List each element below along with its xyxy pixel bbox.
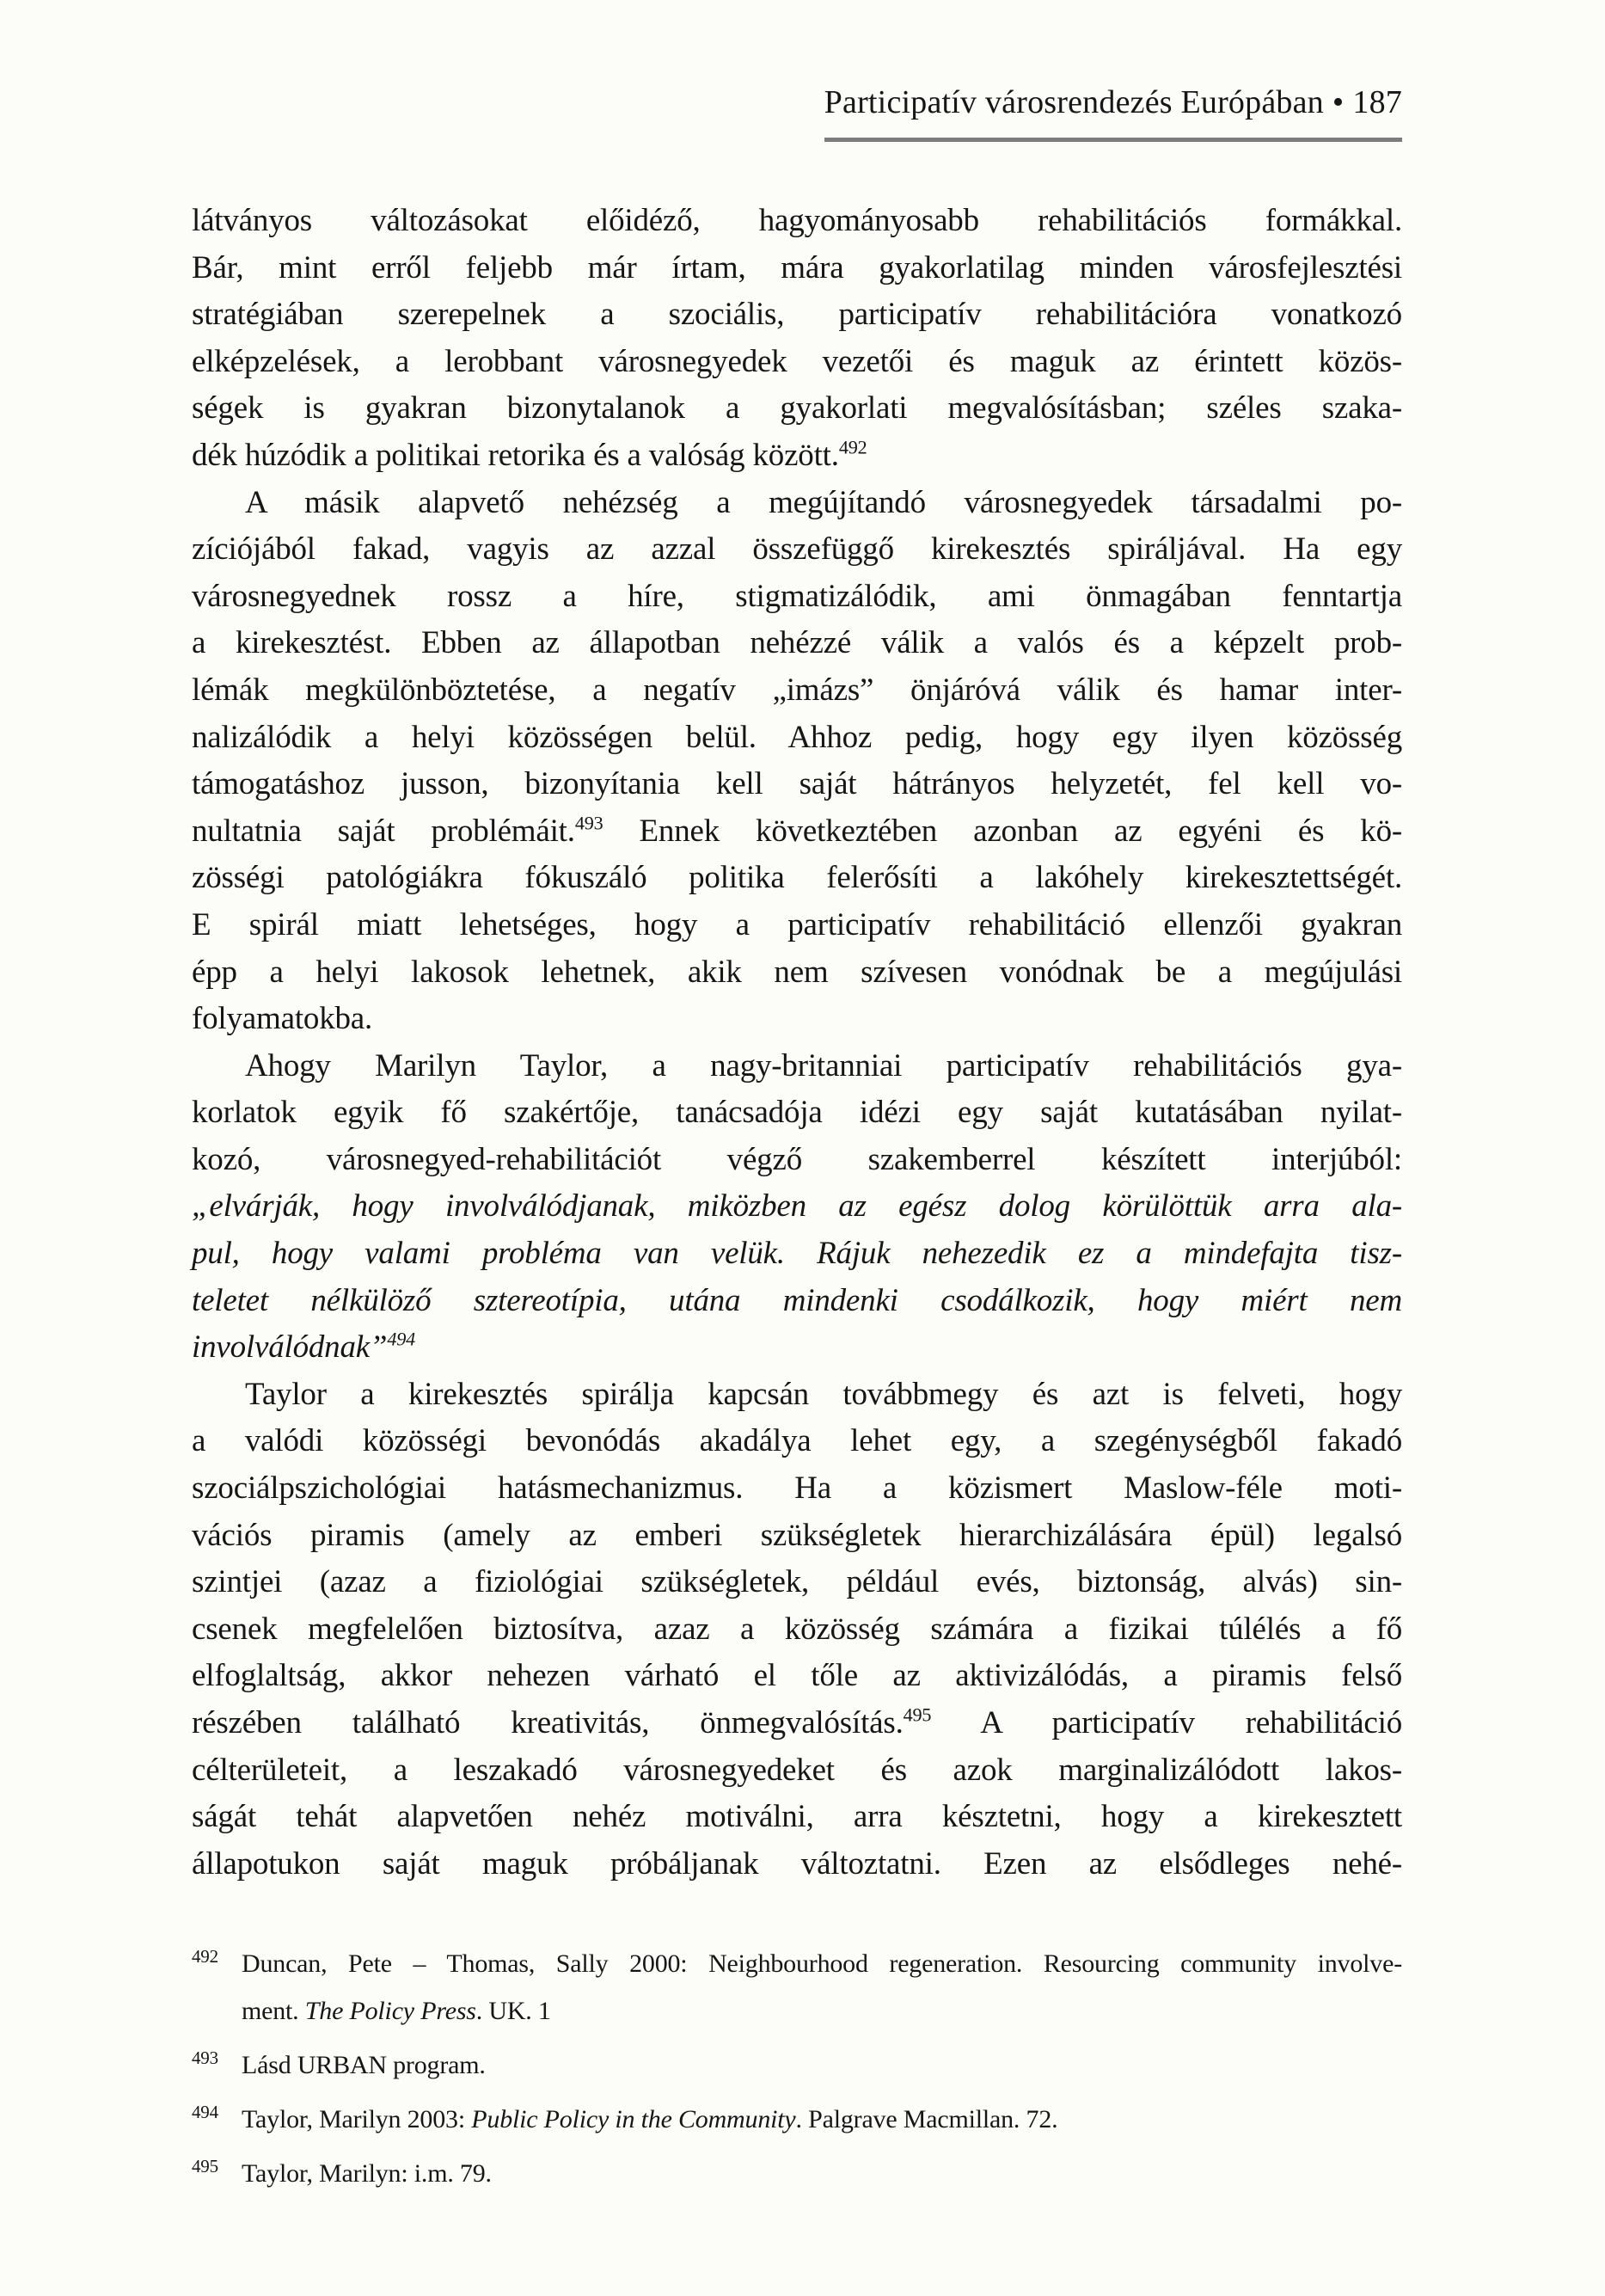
text-line xyxy=(192,574,1402,621)
body-text xyxy=(192,198,1402,1888)
footnote xyxy=(192,2089,1402,2143)
text-segment: stratégiában szerepelnek a szociális, participatív rehabilitációra vonatkozó xyxy=(192,297,1402,333)
text-line xyxy=(192,1137,1402,1184)
text-line xyxy=(192,433,1402,480)
text-segment: . UK. 1 xyxy=(475,1997,551,2025)
text-segment: ment. xyxy=(242,1997,305,2025)
footnote-marker: 493 xyxy=(192,2047,218,2068)
text-segment: ségek is gyakran bizonytalanok a gyakorlati megvalósításban; széles szaka- xyxy=(192,390,1402,427)
text-segment: nultatnia saját problémáit. xyxy=(192,813,575,849)
text-segment: Bár, mint erről feljebb már írtam, mára gyakorlatilag minden városfejlesztési xyxy=(192,249,1402,285)
footnote-reference: 492 xyxy=(838,436,867,458)
text-segment: Taylor, Marilyn 2003: xyxy=(242,2105,472,2133)
text-line xyxy=(192,620,1402,667)
text-segment: részében található kreativitás, önmegvalósítás. xyxy=(192,1705,904,1740)
text-line xyxy=(192,996,1402,1043)
text-segment: Duncan, Pete – Thomas, Sally 2000: Neighbourhood regeneration. Resourcing community involve- xyxy=(242,1949,1402,1978)
text-line xyxy=(192,480,1402,527)
text-line xyxy=(192,339,1402,386)
text-segment: zösségi patológiákra fókuszáló politika felerősíti a lakóhely kirekesztettségét. xyxy=(192,860,1402,896)
text-segment: városnegyednek rossz a híre, stigmatizálódik, ami önmagában fenntartja xyxy=(192,578,1402,614)
footnote-line xyxy=(192,1933,1402,1987)
text-segment: „elvárják, hogy involválódjanak, miközben az egész dolog körülöttük arra ala- xyxy=(192,1188,1402,1225)
footnote-line xyxy=(192,2143,1402,2197)
text-segment: nalizálódik a helyi közösségen belül. Ahhoz pedig, hogy egy ilyen közösség xyxy=(192,719,1402,755)
text-segment: a kirekesztést. Ebben az állapotban nehézzé válik a valós és a képzelt prob- xyxy=(192,625,1402,661)
text-line xyxy=(192,808,1402,856)
text-line xyxy=(192,292,1402,339)
footnote-line xyxy=(192,2035,1402,2089)
text-segment: folyamatokba. xyxy=(192,1001,373,1037)
text-line xyxy=(192,1606,1402,1654)
page-number: 187 xyxy=(1352,84,1402,120)
text-segment: célterületeit, a leszakadó városnegyedeket és azok marginalizálódott lakos- xyxy=(192,1752,1402,1788)
body-paragraph xyxy=(192,1043,1402,1184)
text-segment: Public Policy in the Community xyxy=(471,2105,796,2133)
header-title: Participatív városrendezés Európában xyxy=(824,84,1324,120)
footnote-line xyxy=(192,1987,1402,2035)
text-line xyxy=(192,667,1402,715)
text-line xyxy=(192,1841,1402,1888)
text-line xyxy=(192,1231,1402,1278)
quote-paragraph xyxy=(192,1183,1402,1371)
text-line xyxy=(192,385,1402,433)
footnote-reference: 494 xyxy=(387,1328,416,1350)
text-line xyxy=(192,761,1402,808)
text-line xyxy=(192,1183,1402,1231)
text-segment: a valódi közösségi bevonódás akadálya lehet egy, a szegénységből fakadó xyxy=(192,1423,1402,1459)
text-segment: zíciójából fakad, vagyis az azzal összefüggő kirekesztés spiráljával. Ha egy xyxy=(192,531,1402,568)
header-underline xyxy=(824,83,1402,142)
text-segment: E spirál miatt lehetséges, hogy a participatív rehabilitáció ellenzői gyakran xyxy=(192,906,1402,942)
text-segment: vációs piramis (amely az emberi szükségletek hierarchizálására épül) legalsó xyxy=(192,1517,1402,1553)
text-line xyxy=(192,855,1402,902)
text-segment: Taylor a kirekesztés spirálja kapcsán továbbmegy és azt is felveti, hogy xyxy=(245,1376,1402,1412)
text-segment: épp a helyi lakosok lehetnek, akik nem szívesen vonódnak be a megújulási xyxy=(192,954,1402,990)
text-line xyxy=(192,1278,1402,1325)
text-line xyxy=(192,1700,1402,1747)
text-line xyxy=(192,902,1402,949)
text-segment: támogatáshoz jusson, bizonyítania kell saját hátrányos helyzetét, fel kell vo- xyxy=(192,766,1402,802)
text-segment: csenek megfelelően biztosítva, azaz a közösség számára a fizikai túlélés a fő xyxy=(192,1611,1402,1647)
footnote-reference: 495 xyxy=(903,1704,932,1726)
text-segment: elképzelések, a lerobbant városnegyedek vezetői és maguk az érintett közös- xyxy=(192,343,1402,379)
footnote-marker: 495 xyxy=(192,2156,218,2176)
header-bullet: • xyxy=(1332,84,1345,120)
text-segment: elfoglaltság, akkor nehezen várható el tőle az aktivizálódás, a piramis felső xyxy=(192,1658,1402,1694)
text-line xyxy=(192,1418,1402,1465)
text-segment: Lásd URBAN program. xyxy=(242,2051,486,2079)
text-segment: korlatok egyik fő szakértője, tanácsadója idézi egy saját kutatásában nyilat- xyxy=(192,1095,1402,1131)
text-segment: lémák megkülönböztetése, a negatív „imázs” önjáróvá válik és hamar inter- xyxy=(192,672,1402,708)
text-line xyxy=(192,245,1402,292)
text-segment: ságát tehát alapvetően nehéz motiválni, arra késztetni, hogy a kirekesztett xyxy=(192,1799,1402,1835)
text-line xyxy=(192,526,1402,574)
text-line xyxy=(192,198,1402,245)
body-paragraph xyxy=(192,480,1402,1043)
text-line xyxy=(192,715,1402,762)
footnote xyxy=(192,1933,1402,2035)
text-segment: involválódnak” xyxy=(192,1329,388,1366)
text-segment: dék húzódik a politikai retorika és a valóság között. xyxy=(192,437,839,473)
footnotes xyxy=(192,1933,1402,2197)
footnote-marker: 494 xyxy=(192,2102,218,2122)
text-line xyxy=(192,1465,1402,1513)
text-segment: kozó, városnegyed-rehabilitációt végző szakemberrel készített interjúból: xyxy=(192,1141,1402,1177)
text-segment: teletet nélkülöző sztereotípia, utána mindenki csodálkozik, hogy miért nem xyxy=(192,1282,1402,1318)
text-segment: látványos változásokat előidéző, hagyományosabb rehabilitációs formákkal. xyxy=(192,203,1402,238)
text-segment: The Policy Press xyxy=(304,1997,476,2025)
text-line xyxy=(192,1794,1402,1841)
text-segment: Taylor, Marilyn: i.m. 79. xyxy=(242,2159,492,2188)
text-segment: A másik alapvető nehézség a megújítandó városnegyedek társadalmi po- xyxy=(245,484,1402,520)
book-page xyxy=(192,0,1402,2296)
text-line xyxy=(192,1324,1402,1372)
text-line xyxy=(192,1559,1402,1606)
text-line xyxy=(192,1513,1402,1560)
text-line xyxy=(192,949,1402,997)
text-line xyxy=(192,1043,1402,1090)
text-line xyxy=(192,1090,1402,1137)
text-segment: A participatív rehabilitáció xyxy=(931,1705,1403,1740)
text-segment: Ennek következtében azonban az egyéni és kö- xyxy=(603,813,1402,849)
text-segment: pul, hogy valami probléma van velük. Rájuk nehezedik ez a mindefajta tisz- xyxy=(192,1236,1402,1272)
footnote-reference: 493 xyxy=(574,812,603,834)
text-segment: szintjei (azaz a fiziológiai szükségletek, például evés, biztonság, alvás) sin- xyxy=(192,1564,1402,1600)
body-paragraph xyxy=(192,198,1402,480)
text-line xyxy=(192,1653,1402,1700)
footnote-marker: 492 xyxy=(192,1946,218,1967)
text-segment: szociálpszichológiai hatásmechanizmus. Ha a közismert Maslow-féle moti- xyxy=(192,1470,1402,1507)
text-segment: Ahogy Marilyn Taylor, a nagy-britanniai participatív rehabilitációs gya- xyxy=(245,1047,1402,1084)
text-segment: . Palgrave Macmillan. 72. xyxy=(795,2105,1058,2133)
running-header xyxy=(192,83,1402,142)
footnote xyxy=(192,2143,1402,2197)
footnote xyxy=(192,2035,1402,2089)
text-line xyxy=(192,1747,1402,1795)
footnote-line xyxy=(192,2089,1402,2143)
text-segment: állapotukon saját maguk próbáljanak változtatni. Ezen az elsődleges nehé- xyxy=(192,1845,1402,1882)
body-paragraph xyxy=(192,1372,1402,1888)
text-line xyxy=(192,1372,1402,1419)
